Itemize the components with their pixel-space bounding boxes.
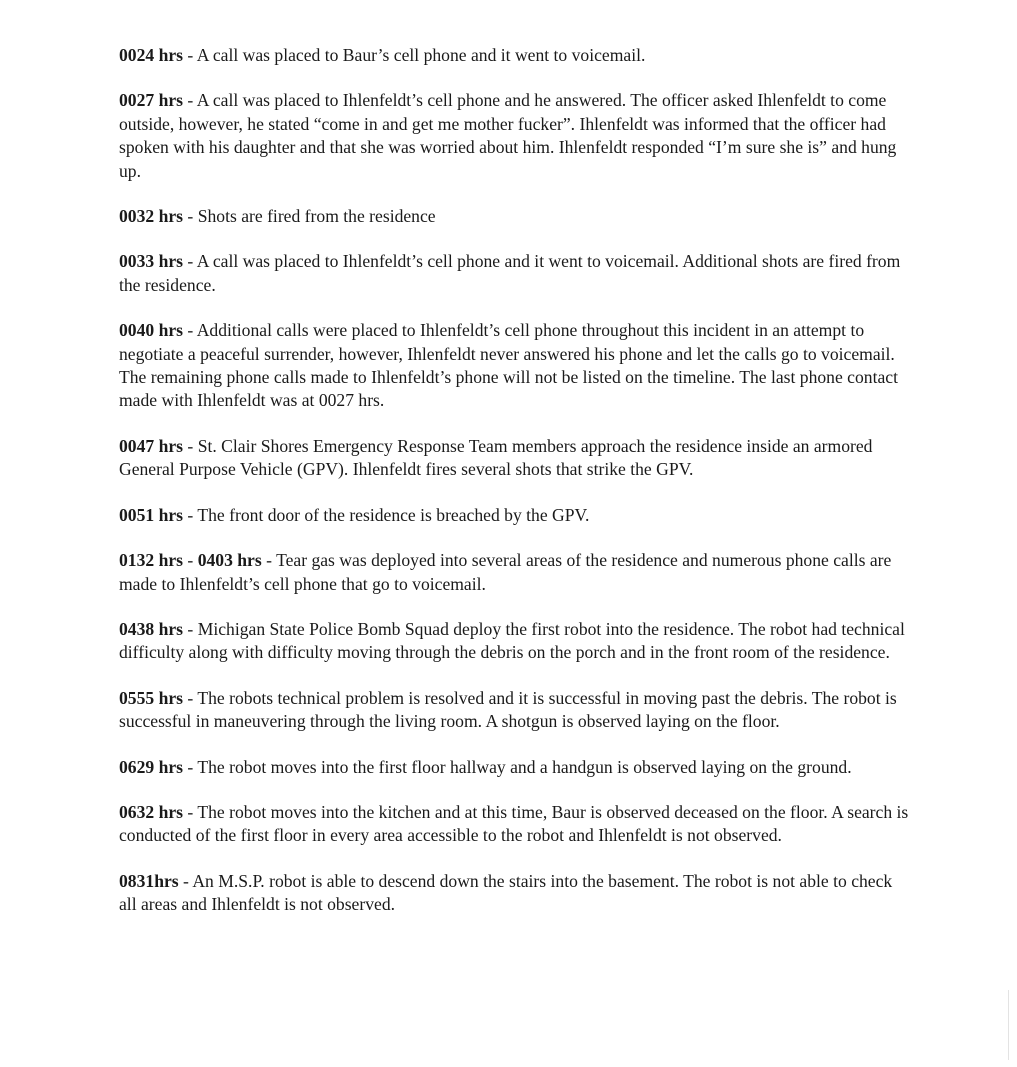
entry-time: 0051 hrs bbox=[119, 504, 184, 525]
timeline-entry-0047 bbox=[119, 435, 909, 482]
entry-text: An M.S.P. robot is able to descend down the stairs into the basement. The robot is not able to check all areas and Ihlenfeldt is not observed. bbox=[119, 870, 893, 915]
entry-separator: - bbox=[183, 801, 198, 822]
entry-separator: - bbox=[183, 550, 198, 571]
entry-text: The robot moves into the kitchen and at this time, Baur is observed deceased on the floor. A search is conducted of the first floor in every area accessible to the robot and Ihlenfeldt is not observed. bbox=[119, 801, 909, 846]
entry-text: The robot moves into the first floor hallway and a handgun is observed laying on the ground. bbox=[197, 756, 852, 777]
entry-time: 0831hrs bbox=[119, 870, 179, 891]
entry-text: The robots technical problem is resolved and it is successful in moving past the debris. The robot is successful in maneuvering through the living room. A shotgun is observed laying on the floor. bbox=[119, 687, 897, 732]
entry-time: 0033 hrs bbox=[119, 251, 184, 272]
entry-separator: - bbox=[183, 435, 198, 456]
entry-time: 0132 hrs bbox=[119, 550, 184, 571]
timeline-entry-0032 bbox=[119, 205, 909, 228]
entry-time: 0047 hrs bbox=[119, 435, 184, 456]
entry-text: Michigan State Police Bomb Squad deploy the first robot into the residence. The robot had technical difficulty along with difficulty moving through the debris on the porch and in the front room of the residence. bbox=[119, 618, 905, 663]
timeline-entry-0629 bbox=[119, 756, 909, 779]
entry-separator: - bbox=[183, 756, 198, 777]
entry-separator: - bbox=[183, 90, 197, 111]
entry-separator: - bbox=[183, 206, 198, 227]
timeline-entry-0132-0403 bbox=[119, 549, 909, 596]
scan-edge-line bbox=[1008, 990, 1009, 1060]
entry-text: A call was placed to Baur’s cell phone and it went to voicemail. bbox=[196, 45, 646, 65]
entry-time: 0629 hrs bbox=[119, 756, 184, 777]
entry-separator: - bbox=[261, 550, 277, 571]
entry-time: 0027 hrs bbox=[119, 90, 184, 111]
timeline-entry-0831 bbox=[119, 870, 909, 917]
entry-text: Tear gas was deployed into several areas of the residence and numerous phone calls are made to Ihlenfeldt’s cell phone that go to voicemail. bbox=[119, 550, 892, 594]
entry-text: The front door of the residence is breached by the GPV. bbox=[197, 504, 590, 525]
entry-separator: - bbox=[183, 320, 197, 341]
entry-time: 0032 hrs bbox=[119, 206, 184, 227]
timeline-entry-0027 bbox=[119, 89, 909, 183]
entry-text: A call was placed to Ihlenfeldt’s cell phone and it went to voicemail. Additional shots are fired from the residence. bbox=[119, 251, 901, 295]
entry-separator: - bbox=[183, 618, 198, 639]
entry-time: 0632 hrs bbox=[119, 801, 184, 822]
entry-separator: - bbox=[183, 251, 197, 272]
entry-separator: - bbox=[183, 504, 198, 525]
entry-text: Shots are fired from the residence bbox=[197, 206, 436, 227]
entry-time: 0438 hrs bbox=[119, 618, 184, 639]
timeline-entry-0438 bbox=[119, 618, 909, 665]
entry-time: 0024 hrs bbox=[119, 45, 184, 65]
timeline-entry-0024 bbox=[119, 44, 909, 67]
entry-text: Additional calls were placed to Ihlenfeldt’s cell phone throughout this incident in an attempt to negotiate a peaceful surrender, however, Ihlenfeldt never answered his phone and let the calls go to voicemail. The remaining phone calls made to Ihlenfeldt’s phone will not be listed on the timeline. The last phone contact made with Ihlenfeldt was at 0027 hrs. bbox=[119, 320, 898, 411]
timeline-entry-0555 bbox=[119, 687, 909, 734]
timeline-entry-0632 bbox=[119, 801, 909, 848]
entry-time: 0555 hrs bbox=[119, 687, 184, 708]
entry-separator: - bbox=[178, 870, 193, 891]
entry-text: A call was placed to Ihlenfeldt’s cell phone and he answered. The officer asked Ihlenfeldt to come outside, however, he stated “come in and get me mother fucker”. Ihlenfeldt was informed that the officer had spoken with his daughter and that she was worried about him. Ihlenfeldt responded “I’m sure she is” and hung up. bbox=[119, 90, 897, 181]
entry-time-end: 0403 hrs bbox=[197, 550, 262, 571]
entry-separator: - bbox=[183, 45, 197, 65]
timeline-entry-0033 bbox=[119, 250, 909, 297]
timeline-entries bbox=[119, 44, 909, 939]
entry-separator: - bbox=[183, 687, 198, 708]
timeline-entry-0040 bbox=[119, 319, 909, 413]
entry-text: St. Clair Shores Emergency Response Team members approach the residence inside an armored General Purpose Vehicle (GPV). Ihlenfeldt fires several shots that strike the GPV. bbox=[119, 435, 873, 480]
timeline-entry-0051 bbox=[119, 504, 909, 527]
entry-time: 0040 hrs bbox=[119, 320, 184, 341]
